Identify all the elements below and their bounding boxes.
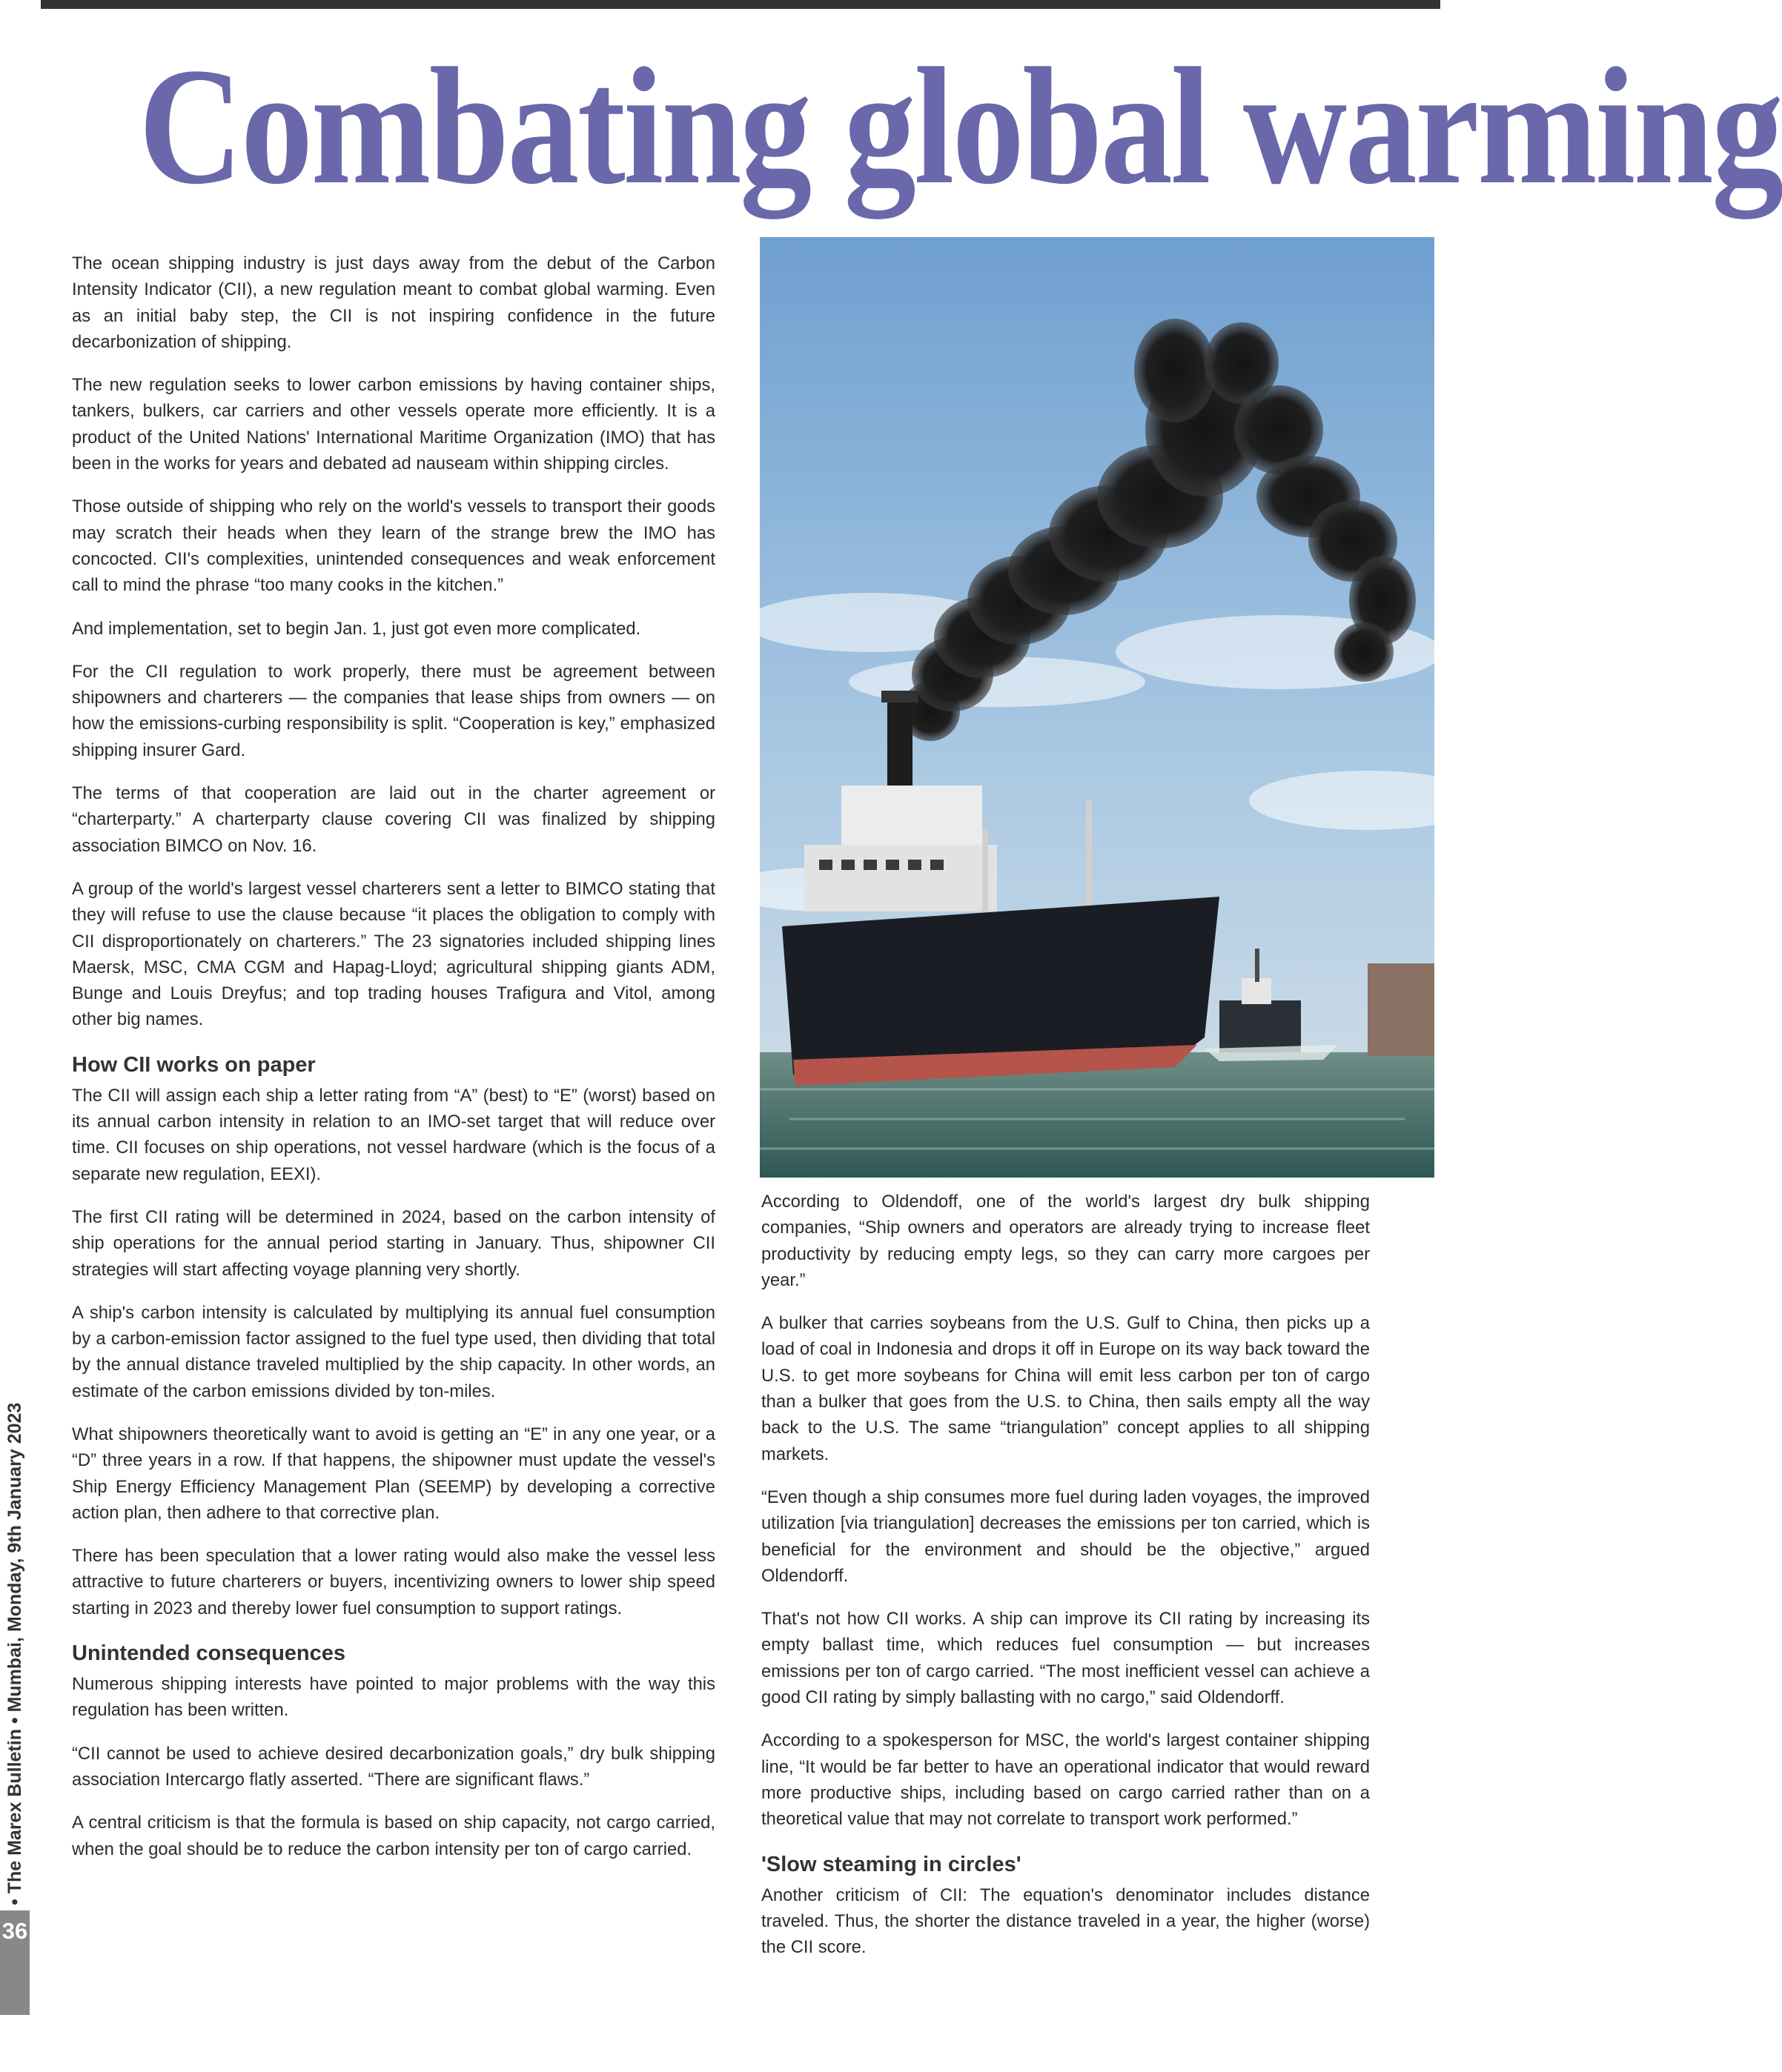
right-column: [761, 1189, 1370, 1977]
page-title: Combating global warming: [139, 33, 1782, 219]
paragraph: A ship's carbon intensity is calculated by multiplying its annual fuel consumption by a carbon-emission factor assigned to the fuel type used, then dividing that total by the annual distance traveled multiplied by the ship capacity. In other words, an estimate of the carbon emissions divided by ton-miles.: [72, 1302, 715, 1401]
running-footer: • The Marex Bulletin • Mumbai, Monday, 9th January 2023: [4, 1402, 25, 1905]
paragraph: Numerous shipping interests have pointed to major problems with the way this regulation has been written.: [72, 1674, 715, 1721]
paragraph: The ocean shipping industry is just days away from the debut of the Carbon Intensity Indicator (CII), a new regulation meant to combat global warming. Even as an initial baby step, the CII is not inspiring confidence in the future decarbonization of shipping.: [72, 253, 715, 352]
paragraph: “Even though a ship consumes more fuel during laden voyages, the improved utilization [via triangulation] decreases the emissions per ton carried, which is beneficial for the environment and should be the objective,” argued Oldendorff.: [761, 1487, 1370, 1586]
paragraph: Those outside of shipping who rely on the world's vessels to transport their goods may scratch their heads when they learn of the strange brew the IMO has concocted. CII's complexities, unintended consequences and weak enforcement call to mind the phrase “too many cooks in the kitchen.”: [72, 497, 715, 596]
left-column: [72, 250, 715, 1879]
paragraph: According to a spokesperson for MSC, the world's largest container shipping line, “It would be far better to have an operational indicator that would reward more productive ships, including based on cargo carried rather than on a theoretical value that may not correlate to transport work performed.”: [761, 1730, 1370, 1830]
paragraph: A group of the world's largest vessel charterers sent a letter to BIMCO stating that they will refuse to use the clause because “it places the obligation to comply with CII disproportionately on charterers.” The 23 signatories included shipping lines Maersk, MSC, CMA CGM and Hapag-Lloyd; agricultural shipping giants ADM, Bunge and Louis Dreyfus; and top trading houses Trafigura and Vitol, among other big names.: [72, 878, 715, 1030]
paragraph: The CII will assign each ship a letter rating from “A” (best) to “E” (worst) based on its annual carbon intensity in relation to an IMO-set target that will reduce over time. CII focuses on ship operations, not vessel hardware (which is the focus of a separate new regulation, EEXI).: [72, 1085, 715, 1184]
paragraph: And implementation, set to begin Jan. 1, just got even more complicated.: [72, 618, 641, 639]
top-rule: [41, 0, 1440, 9]
section-heading: Unintended consequences: [72, 1641, 346, 1666]
paragraph: The new regulation seeks to lower carbon emissions by having container ships, tankers, bulkers, car carriers and other vessels operate more efficiently. It is a product of the United Nations' International Maritime Organization (IMO) that has been in the works for years and debated ad nauseam within shipping circles.: [72, 375, 715, 474]
paragraph: The first CII rating will be determined in 2024, based on the carbon intensity of ship operations for the annual period starting in January. Thus, shipowner CII strategies will start affecting voyage planning very shortly.: [72, 1206, 715, 1280]
section-heading: 'Slow steaming in circles': [761, 1852, 1021, 1876]
paragraph: The terms of that cooperation are laid out in the charter agreement or “charterparty.” A charterparty clause covering CII was finalized by shipping association BIMCO on Nov. 16.: [72, 783, 715, 856]
paragraph: That's not how CII works. A ship can improve its CII rating by increasing its empty ballast time, which reduces fuel consumption — but increases emissions per ton of cargo carried. “The most inefficient vessel can achieve a good CII rating by simply ballasting with no cargo,” said Oldendorff.: [761, 1609, 1370, 1708]
paragraph: “CII cannot be used to achieve desired decarbonization goals,” dry bulk shipping association Intercargo flatly asserted. “There are significant flaws.”: [72, 1743, 715, 1790]
ship-smoke-photo: [760, 237, 1434, 1178]
paragraph: According to Oldendoff, one of the world's largest dry bulk shipping companies, “Ship owners and operators are already trying to increase fleet productivity by reducing empty legs, so they can carry more cargoes per year.”: [761, 1192, 1370, 1290]
section-heading: How CII works on paper: [72, 1052, 316, 1077]
paragraph: For the CII regulation to work properly, there must be agreement between shipowners and charterers — the companies that lease ships from owners — on how the emissions-curbing responsibility is split. “Cooperation is key,” emphasized shipping insurer Gard.: [72, 661, 715, 760]
paragraph: There has been speculation that a lower rating would also make the vessel less attractive to future charterers or buyers, incentivizing owners to lower ship speed starting in 2023 and thereby lower fuel consumption to support ratings.: [72, 1546, 715, 1618]
paragraph: A bulker that carries soybeans from the U.S. Gulf to China, then picks up a load of coal in Indonesia and drops it off in Europe on its way back toward the U.S. to get more soybeans for China will emit less carbon per ton of cargo than a bulker that goes from the U.S. to China, then sails empty all the way back to the U.S. The same “triangulation” concept applies to all shipping markets.: [761, 1313, 1370, 1464]
paragraph: Another criticism of CII: The equation's denominator includes distance traveled. Thus, the shorter the distance traveled in a year, the higher (worse) the CII score.: [761, 1885, 1370, 1958]
paragraph: A central criticism is that the formula is based on ship capacity, not cargo carried, when the goal should be to reduce the carbon intensity per ton of cargo carried.: [72, 1813, 715, 1859]
page-number: 36: [1, 1918, 28, 1944]
paragraph: What shipowners theoretically want to avoid is getting an “E” in any one year, or a “D” three years in a row. If that happens, the shipowner must update the vessel's Ship Energy Efficiency Management Plan (SEEMP) by developing a corrective action plan, then adhere to that corrective plan.: [72, 1424, 715, 1523]
